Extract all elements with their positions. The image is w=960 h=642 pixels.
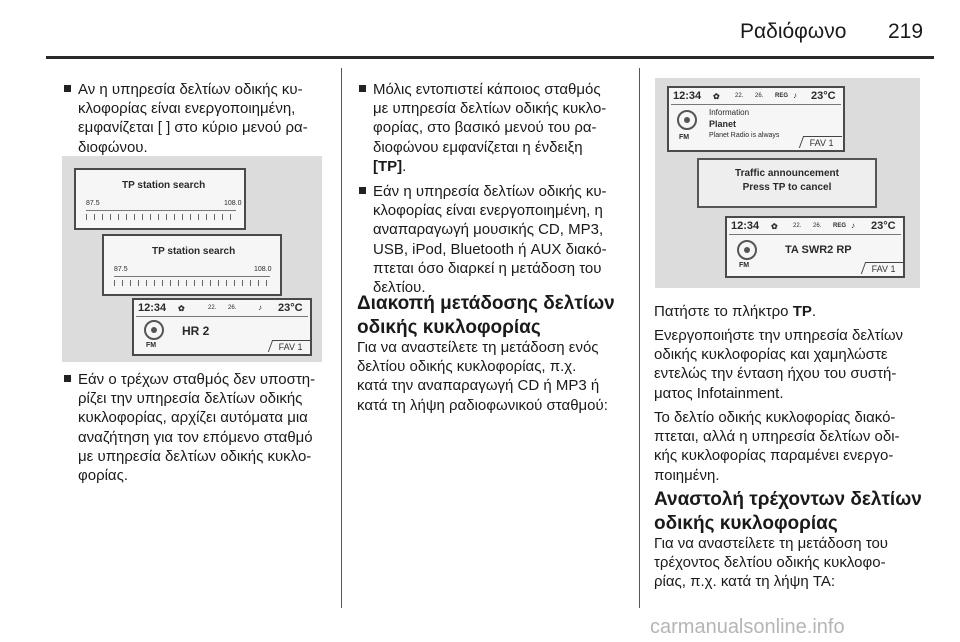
fav-label: FAV 1 [809,138,834,148]
clock: 12:34 [731,220,760,232]
column-divider-2 [639,68,640,608]
text-line: αναζήτηση για τον επόμενο σταθμό [78,428,313,446]
fav-label: FAV 1 [871,264,896,274]
text-line: τρέχοντος δελτίου οδικής κυκλοφο- [654,554,886,572]
radio-ta-screen [725,216,905,278]
clock: 12:34 [138,302,167,314]
music-note-icon: ♪ [258,303,262,312]
info-text: Planet Radio is always [709,132,780,139]
status-divider [671,104,841,105]
music-note-icon: ♪ [793,91,797,100]
radio-antenna-icon [677,110,697,130]
bullet-tp-indicator [78,80,336,157]
band-label: FM [146,342,157,349]
status-divider [136,316,308,317]
info-label: Information [709,108,750,117]
text-line: κής κυκλοφορίας παραμένει ενεργο- [654,447,894,465]
search-screen-front [102,234,282,296]
section-heading-stop-tp [357,292,637,340]
text-line: εντελώς την ένταση ήχου του συστή- [654,365,897,383]
text-line: Μόλις εντοπιστεί κάποιος σταθμός [373,81,601,98]
status-divider [729,234,901,235]
freq-min: 87.5 [86,200,100,207]
temperature: 23°C [871,220,896,232]
bullet-marker [64,85,71,92]
radio-main-screen [132,298,312,356]
bullet-marker [359,85,366,92]
text-line: κατά τη λήψη ραδιοφωνικού σταθμού: [357,396,608,414]
text-line: Για να αναστείλετε τη μετάδοση ενός [357,339,599,356]
watermark: carmanualsonline.info [650,616,845,638]
traffic-announcement-popup [697,158,877,208]
gear-icon: ✿ [178,304,185,313]
text-line: κατά την αναπαραγωγή CD ή MP3 ή [357,377,600,395]
text-line: εμφανίζεται [ ] στο κύριο μενού ρα- [78,119,308,137]
column-divider-1 [341,68,342,608]
fav-tab [861,262,904,274]
text-line: κυκλοφορίας, αρχίζει αυτόματα μια [78,409,308,427]
freq-scale-line [86,210,236,211]
bullet-marker [64,375,71,382]
text-line: ματος Infotainment. [654,384,784,402]
text-line: φορίας. [78,467,129,485]
text-line: Εάν ο τρέχων σταθμός δεν υποστη- [78,371,316,388]
text-line: αναπαραγωγή μουσικής CD, MP3, [373,221,604,239]
section-heading-suspend-tp [654,488,944,536]
bullet-interrupt-media [373,182,635,297]
temp-small-right: 26. [755,93,764,99]
figure-traffic-announcement [655,78,920,288]
page-section-title: Ραδιόφωνο [740,20,847,43]
text-line: Αν η υπηρεσία δελτίων οδικής κυ- [78,81,303,98]
gear-icon: ✿ [713,92,720,101]
text-line: Ενεργοποιήστε την υπηρεσία δελτίων [654,327,904,344]
traffic-title: Traffic announcement [735,168,839,179]
text-line: USB, iPod, Bluetooth ή AUX διακό- [373,240,607,258]
paragraph-press-tp [654,302,944,321]
freq-max: 108.0 [224,200,242,207]
bullet-tp-found [373,80,635,176]
temp-small-right: 26. [228,305,237,311]
text-line: πτεται, αλλά η υπηρεσία δελτίων οδι- [654,428,900,446]
reg-indicator: REG [833,223,847,229]
text-line: ρίζει την υπηρεσία δελτίων οδικής [78,390,303,408]
text-line [373,157,635,176]
text-line: με υπηρεσία δελτίων οδικής κυκλο- [78,447,312,465]
text-line: Το δελτίο οδικής κυκλοφορίας διακό- [654,409,896,426]
band-label: FM [679,134,690,141]
text-line: με υπηρεσία δελτίων οδικής κυκλο- [373,100,607,118]
text-line: δελτίου. [373,279,426,297]
bullet-marker [359,187,366,194]
text-line: ποιημένη. [654,466,720,484]
gear-icon: ✿ [771,222,778,231]
tp-indicator: [TP] [373,157,403,175]
temp-small-right: 26. [813,223,822,229]
page-number: 219 [888,20,924,43]
heading-line: οδικής κυκλοφορίας [654,513,838,534]
temperature: 23°C [811,90,836,102]
fav-tab [268,340,311,352]
figure-tp-station-search [62,156,322,362]
search-title: TP station search [122,180,206,191]
bullet-auto-search [78,370,336,485]
music-note-icon: ♪ [851,221,855,230]
text-line: δελτίου οδικής κυκλοφορίας, π.χ. [357,358,577,376]
traffic-subtitle: Press TP to cancel [742,182,832,193]
text-run: Πατήστε το πλήκτρο [654,303,793,320]
text-line: κλοφορίας είναι ενεργοποιημένη, η [373,202,603,220]
info-station: Planet [709,119,737,129]
freq-min: 87.5 [114,266,128,273]
text-line: πτεται όσο διαρκεί η μετάδοση του [373,259,602,277]
reg-indicator: REG [775,93,789,99]
heading-line: οδικής κυκλοφορίας [357,317,541,338]
text-line: ρίας, π.χ. κατά τη λήψη TA: [654,573,836,591]
text-line: Για να αναστείλετε τη μετάδοση του [654,535,889,552]
fav-tab [799,136,842,148]
text-line: διοφώνου εμφανίζεται η ένδειξη [373,138,583,156]
paragraph-stop-tp [357,338,637,415]
heading-line: Διακοπή μετάδοσης δελτίων [357,293,615,314]
paragraph-activate-tp [654,326,944,403]
heading-line: Αναστολή τρέχοντων δελτίων [654,489,922,510]
band-label: FM [739,262,750,269]
text-line: Εάν η υπηρεσία δελτίων οδικής κυ- [373,183,607,200]
clock: 12:34 [673,90,702,102]
text-line: διοφώνου. [78,138,148,156]
text-line: φορίας, στο βασικό μενού του ρα- [373,119,597,137]
freq-max: 108.0 [254,266,272,273]
header-divider [46,56,934,59]
fav-label: FAV 1 [278,342,303,352]
temp-small-left: 22. [208,305,217,311]
tp-key-label: TP [792,303,812,320]
text-line: οδικής κυκλοφορίας και χαμηλώστε [654,346,888,364]
paragraph-tp-remains [654,408,944,485]
radio-antenna-icon [144,320,164,340]
radio-antenna-icon [737,240,757,260]
search-title: TP station search [152,246,236,257]
station-name: TA SWR2 RP [785,244,852,256]
radio-info-screen [667,86,845,152]
freq-scale-ticks [114,280,270,286]
temp-small-left: 22. [735,93,744,99]
sentence-end: . [402,157,407,175]
freq-scale-line [114,276,270,277]
paragraph-suspend-tp [654,534,944,592]
temperature: 23°C [278,302,303,314]
station-name: HR 2 [182,324,210,338]
text-line: κλοφορίας είναι ενεργοποιημένη, [78,100,296,118]
temp-small-left: 22. [793,223,802,229]
search-screen-back [74,168,246,230]
text-run: . [811,303,817,320]
freq-scale-ticks [86,214,236,220]
